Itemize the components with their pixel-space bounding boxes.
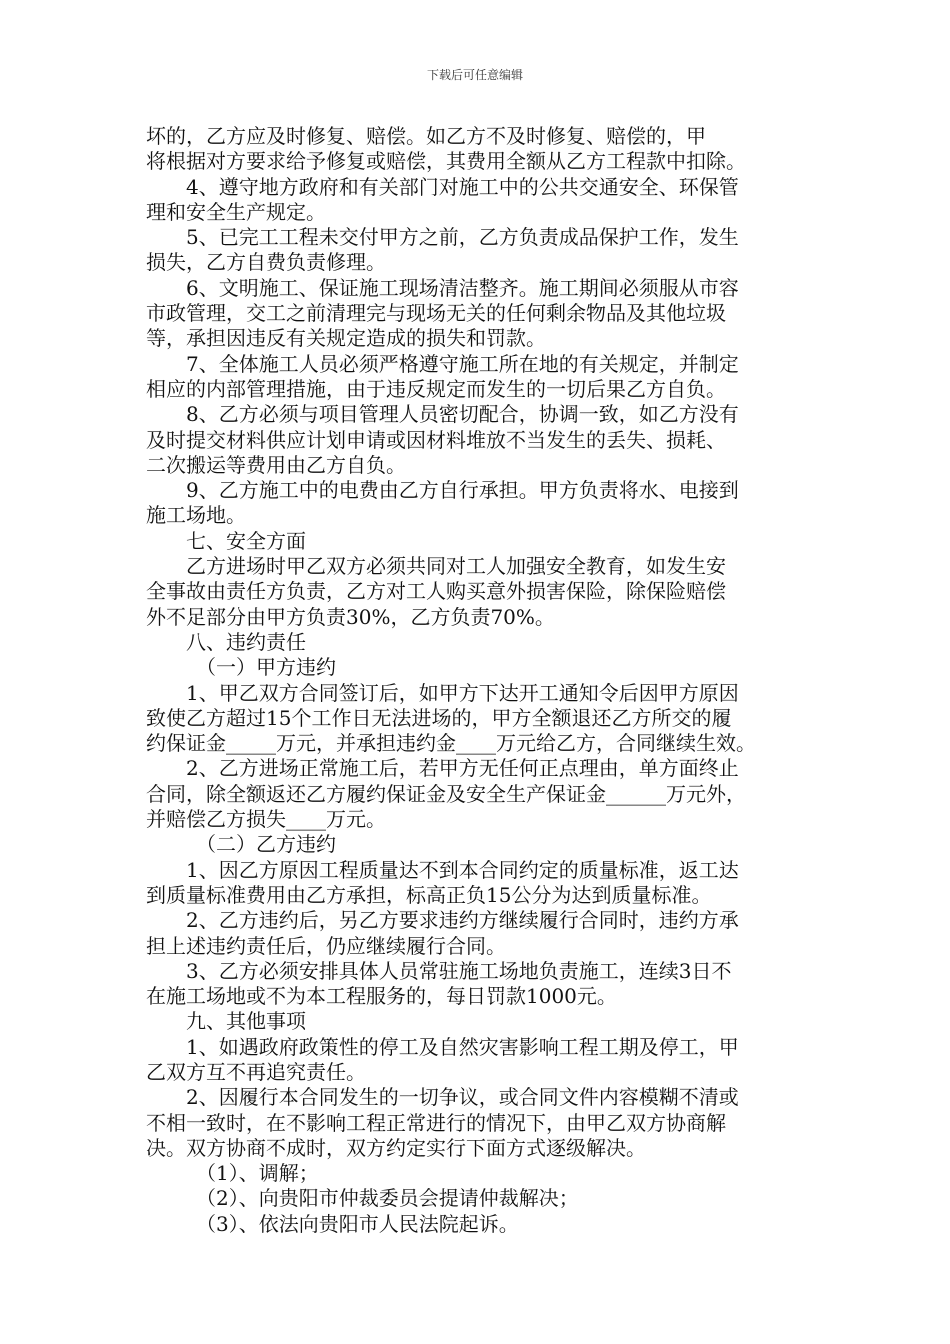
text-line: 决。双方协商不成时，双方约定实行下面方式逐级解决。 [146, 1135, 646, 1160]
text-line: 1、甲乙双方合同签订后，如甲方下达开工通知令后因甲方原因 [186, 680, 739, 705]
text-line: 8、乙方必须与项目管理人员密切配合，协调一致，如乙方没有 [186, 402, 739, 427]
text-line: 损失，乙方自费负责修理。 [146, 250, 386, 275]
text-line: 七、安全方面 [186, 528, 306, 553]
text-line: 3、乙方必须安排具体人员常驻施工场地负责施工，连续3日不 [186, 958, 732, 983]
text-line: 9、乙方施工中的电费由乙方自行承担。甲方负责将水、电接到 [186, 478, 739, 503]
text-line: 八、违约责任 [186, 629, 306, 654]
text-line: 5、已完工工程未交付甲方之前，乙方负责成品保护工作，发生 [186, 225, 739, 250]
text-line: 7、全体施工人员必须严格遵守施工所在地的有关规定，并制定 [186, 351, 739, 376]
text-line: 到质量标准费用由乙方承担，标高正负15公分为达到质量标准。 [146, 882, 712, 907]
text-line: （3）、依法向贵阳市人民法院起诉。 [196, 1211, 519, 1236]
text-line: 6、文明施工、保证施工现场清洁整齐。施工期间必须服从市容 [186, 275, 739, 300]
text-line: 二次搬运等费用由乙方自负。 [146, 452, 406, 477]
text-line: 及时提交材料供应计划申请或因材料堆放不当发生的丢失、损耗、 [146, 427, 726, 452]
text-line: 1、因乙方原因工程质量达不到本合同约定的质量标准，返工达 [186, 857, 739, 882]
text-line: 相应的内部管理措施，由于违反规定而发生的一切后果乙方自负。 [146, 376, 726, 401]
text-line: 并赔偿乙方损失____万元。 [146, 807, 386, 832]
text-line: 乙双方互不再追究责任。 [146, 1059, 366, 1084]
document-body [146, 124, 818, 1237]
text-line: 担上述违约责任后，仍应继续履行合同。 [146, 933, 506, 958]
text-line: 2、乙方违约后，另乙方要求违约方继续履行合同时，违约方承 [186, 908, 739, 933]
text-line: 全事故由责任方负责，乙方对工人购买意外损害保险，除保险赔偿 [146, 579, 726, 604]
text-line: （2）、向贵阳市仲裁委员会提请仲裁解决； [196, 1186, 579, 1211]
text-line: （二）乙方违约 [196, 832, 336, 857]
text-line: 等，承担因违反有关规定造成的损失和罚款。 [146, 326, 546, 351]
text-line: 坏的，乙方应及时修复、赔偿。如乙方不及时修复、赔偿的，甲 [146, 124, 706, 148]
text-line: 1、如遇政府政策性的停工及自然灾害影响工程工期及停工，甲 [186, 1034, 739, 1059]
text-line: 将根据对方要求给予修复或赔偿，其费用全额从乙方工程款中扣除。 [146, 149, 746, 174]
text-line: 合同，除全额返还乙方履约保证金及安全生产保证金______万元外， [146, 781, 746, 806]
text-line: （1）、调解； [196, 1161, 319, 1186]
text-line: 九、其他事项 [186, 1009, 306, 1034]
text-line: 理和安全生产规定。 [146, 199, 326, 224]
text-line: 4、遵守地方政府和有关部门对施工中的公共交通安全、环保管 [186, 174, 739, 199]
text-line: 乙方进场时甲乙双方必须共同对工人加强安全教育，如发生安 [186, 554, 726, 579]
text-line: 外不足部分由甲方负责30%，乙方负责70%。 [146, 604, 555, 629]
text-line: 约保证金_____万元，并承担违约金____万元给乙方，合同继续生效。 [146, 731, 756, 756]
page-header-note: 下载后可任意编辑 [426, 68, 523, 82]
text-line: 致使乙方超过15个工作日无法进场的，甲方全额退还乙方所交的履 [146, 705, 732, 730]
text-line: 2、因履行本合同发生的一切争议，或合同文件内容模糊不清或 [186, 1085, 739, 1110]
text-line: 2、乙方进场正常施工后，若甲方无任何正点理由，单方面终止 [186, 756, 739, 781]
text-line: 施工场地。 [146, 503, 246, 528]
text-line: 在施工场地或不为本工程服务的，每日罚款1000元。 [146, 984, 617, 1009]
text-line: 不相一致时，在不影响工程正常进行的情况下，由甲乙双方协商解 [146, 1110, 726, 1135]
text-line: （一）甲方违约 [196, 655, 336, 680]
text-line: 市政管理，交工之前清理完与现场无关的任何剩余物品及其他垃圾 [146, 301, 726, 326]
